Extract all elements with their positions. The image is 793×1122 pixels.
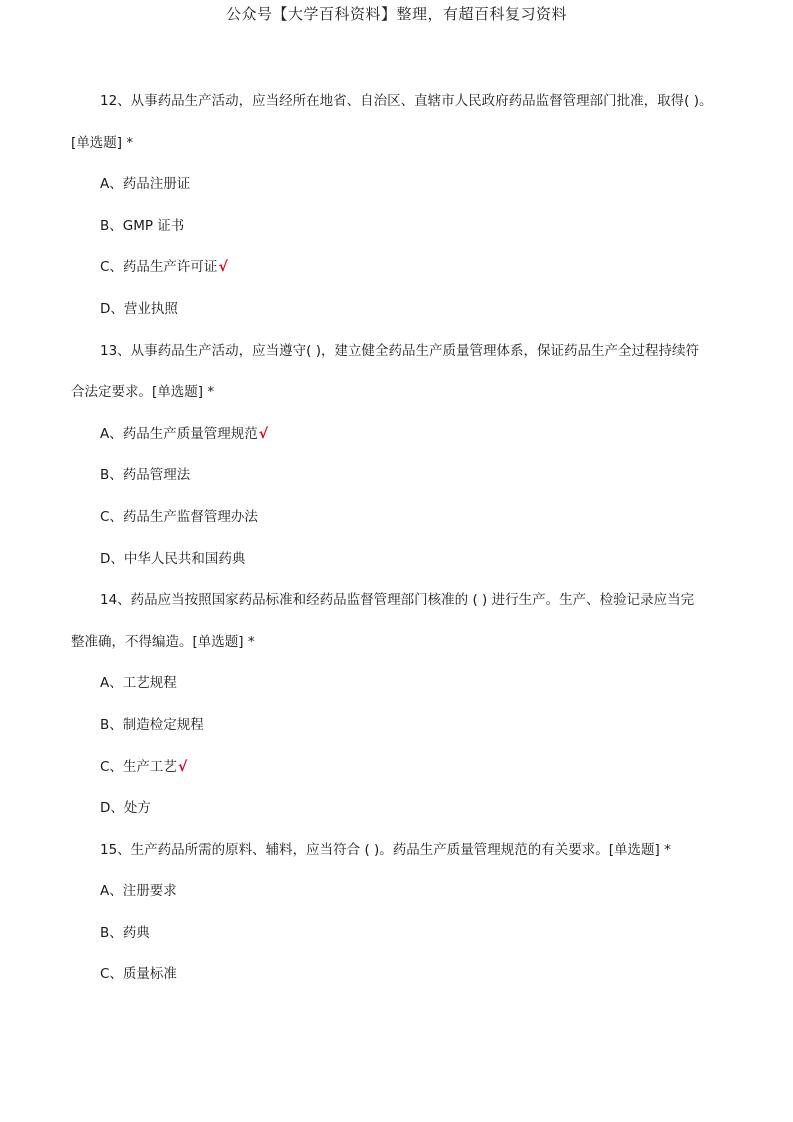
- question-list: [71, 89, 731, 1004]
- q13-option-d[interactable]: [71, 547, 731, 589]
- option-label: A、注册要求: [100, 883, 177, 900]
- option-label: D、营业执照: [100, 300, 178, 317]
- q12-option-d[interactable]: [71, 297, 731, 339]
- option-label: B、药品管理法: [100, 467, 191, 484]
- option-label: A、药品生产质量管理规范: [100, 425, 258, 442]
- option-label: C、药品生产许可证: [100, 259, 218, 276]
- option-label: C、质量标准: [100, 966, 177, 983]
- option-label: A、药品注册证: [100, 176, 191, 193]
- option-label: B、GMP 证书: [100, 217, 185, 234]
- page-header: 公众号【大学百科资料】整理，有超百科复习资料: [225, 5, 567, 23]
- option-label: B、药典: [100, 924, 150, 941]
- question-15-text: 15、生产药品所需的原料、辅料，应当符合 ( )。药品生产质量管理规范的有关要求。[单选题] *: [100, 841, 671, 858]
- q14-option-c[interactable]: [71, 755, 731, 797]
- option-label: A、工艺规程: [100, 675, 177, 692]
- q12-option-c[interactable]: [71, 255, 731, 297]
- question-13-text-cont: 合法定要求。[单选题] *: [71, 384, 215, 401]
- question-14-text-cont: 整准确，不得编造。[单选题] *: [71, 633, 255, 650]
- question-13-text: 13、从事药品生产活动，应当遵守( )，建立健全药品生产质量管理体系，保证药品生产全过程持续符: [100, 342, 700, 359]
- option-label: D、中华人民共和国药典: [100, 550, 246, 567]
- option-label: C、药品生产监督管理办法: [100, 508, 258, 525]
- q13-option-b[interactable]: [71, 463, 731, 505]
- q13-option-c[interactable]: [71, 505, 731, 547]
- question-12-text: 12、从事药品生产活动，应当经所在地省、自治区、直辖市人民政府药品监督管理部门批准，取得( )。: [100, 93, 713, 109]
- q13-option-a[interactable]: [71, 422, 731, 464]
- q12-option-a[interactable]: [71, 172, 731, 214]
- question-12-type: [单选题] *: [71, 134, 134, 151]
- correct-check-icon: √: [177, 758, 188, 775]
- option-label: D、处方: [100, 800, 151, 817]
- question-14-text: 14、药品应当按照国家药品标准和经药品监督管理部门核准的 ( ) 进行生产。生产、检验记录应当完: [100, 592, 695, 609]
- q12-option-b[interactable]: [71, 214, 731, 256]
- correct-check-icon: √: [258, 425, 269, 442]
- q15-option-b[interactable]: [71, 921, 731, 963]
- q15-option-a[interactable]: [71, 879, 731, 921]
- q14-option-b[interactable]: [71, 713, 731, 755]
- q14-option-a[interactable]: [71, 671, 731, 713]
- option-label: B、制造检定规程: [100, 716, 204, 733]
- q15-option-c[interactable]: [71, 962, 731, 1004]
- option-label: C、生产工艺: [100, 758, 177, 775]
- correct-check-icon: √: [218, 259, 228, 276]
- q14-option-d[interactable]: [71, 796, 731, 838]
